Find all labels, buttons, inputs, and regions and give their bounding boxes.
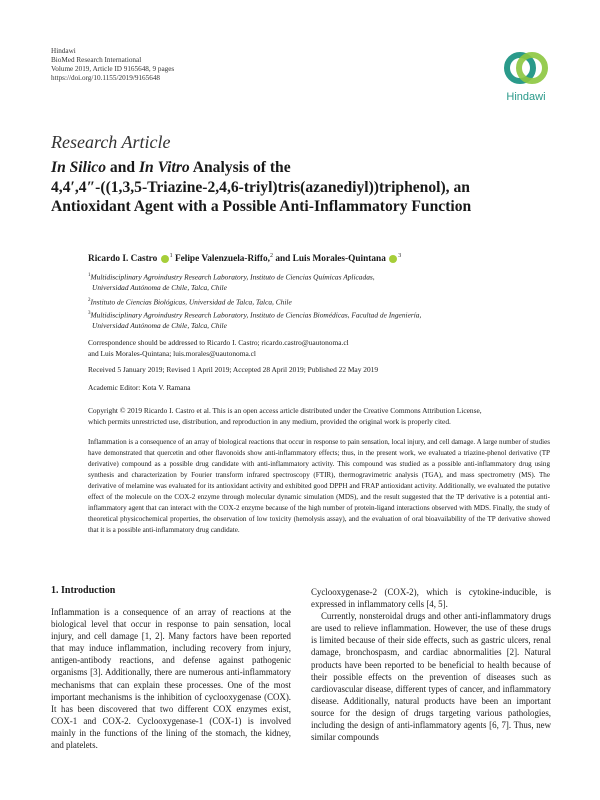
academic-editor: Academic Editor: Kota V. Ramana <box>88 383 191 392</box>
title-line-3: Antioxidant Agent with a Possible Anti-Inflammatory Function <box>51 198 472 215</box>
author-2[interactable]: Felipe Valenzuela-Riffo, <box>174 254 270 265</box>
affiliation-1: $^1$Multidisciplinary Agroindustry Research Laboratory, Instituto de Ciencias Químicas Aplicadas, Universidad Autónoma de Chile, Talca, Chile <box>88 272 375 293</box>
title-line-1: In Silico and In Vitro Analysis of the <box>51 159 291 176</box>
body-column-right <box>311 586 551 743</box>
affiliation-2: $^2$Instituto de Ciencias Biológicas, Universidad de Talca, Talca, Chile <box>88 297 292 307</box>
abstract: Inflammation is a consequence of an array of biological reactions that occur in response to pain sensation, local injury, and cell damage. A large number of studies have demonstrated that quercetin and other flavonoids show anti-inflammatory effects; thus, in the present work, we evaluated a triazine-phenol derivative (TP derivative) compound as a possible drug candidate with anti-inflammatory activity. This compound was studied as a possible anti-inflammatory drug using synthesis and characterization by Fourier transform infrared spectroscopy (FTIR), thermogravimetric analysis (TGA), and mass spectrometry (MS). The derivative of melamine was evaluated for its antioxidant activity and exhibited good DPPH and FRAP antioxidant activity. Additionally, we evaluated the putative effect of the molecule on the COX-2 enzyme through molecular dynamic simulation (MDS), and the result suggested that the TP derivative is a potential anti-inflammatory agent that can interact with the COX-2 enzyme because of the high number of protein-ligand interactions observed with MDS. Finally, the study of theoretical physicochemical properties, the observation of low toxicity (hemolysis assay), and the evaluation of oral bioavailability of the TP derivative showed that it is a possible anti-inflammatory drug candidate. <box>88 438 550 534</box>
paragraph: Cyclooxygenase-2 (COX-2), which is cytokine-inducible, is expressed in inflammatory cells [4, 5]. <box>311 587 551 610</box>
paragraph: Currently, nonsteroidal drugs and other anti-inflammatory drugs are used to relieve inflammation. However, the use of these drugs is limited because of their side effects, such as gastric ulcers, renal damage, bronchospasm, and cardiac abnormalities [2]. Natural products have been reported to be beneficial to health because of their possible effects on the prevention of diseases such as cardiovascular disease, different types of cancer, and inflammatory disease. Additionally, natural products have been an important source for the design of drugs targeting various pathologies, including the design of anti-inflammatory agents [6, 7]. Thus, new similar compounds <box>311 611 551 743</box>
correspondence: Correspondence should be addressed to Ricardo I. Castro; ricardo.castro@uautonoma.cl and Luis Morales-Quintana; luis.morales@uautonoma.cl <box>88 338 349 358</box>
author-3[interactable]: and Luis Morales-Quintana <box>275 254 386 265</box>
orcid-icon[interactable] <box>161 255 169 263</box>
author-list: Ricardo I. Castro $^1$ Felipe Valenzuela-Riffo,$^2$ and Luis Morales-Quintana $^3$ <box>88 253 402 265</box>
orcid-icon[interactable] <box>389 255 397 263</box>
paragraph: Inflammation is a consequence of an array of reactions at the biological level that occur in response to pain sensation, local injury, and cell damage [1, 2]. Many factors have been reported that may induce inflammation, including recovery from injury, antigen-antibody reactions, and defense against pathogenic organisms [3]. Additionally, there are numerous anti-inflammatory mechanisms that can explain these processes. One of the most important mechanisms is the inhibition of cyclooxygenase (COX). It has been discovered that two different COX enzymes exist, COX-1 and COX-2. Cyclooxygenase-1 (COX-1) is involved mainly in the functions of the lining of the stomach, the kidney, and platelets. <box>51 607 291 751</box>
hindawi-logo-text: Hindawi <box>506 91 546 103</box>
copyright: Copyright © 2019 Ricardo I. Castro et al. This is an open access article distributed under the Creative Commons Attribution License, which permits unrestricted use, distribution, and reproduction in any medium, provided the original work is properly cited. <box>88 406 482 426</box>
journal-header <box>51 47 174 83</box>
body-column-left <box>51 606 291 751</box>
publisher-name: Hindawi <box>51 47 76 55</box>
affiliation-3: $^3$Multidisciplinary Agroindustry Research Laboratory, Instituto de Ciencias Biomédicas, Facultad de Ingeniería, Universidad Autónoma de Chile, Talca, Chile <box>88 310 422 331</box>
volume-info: Volume 2019, Article ID 9165648, 9 pages <box>51 65 175 73</box>
author-1[interactable]: Ricardo I. Castro <box>88 254 158 265</box>
article-type: Research Article <box>51 132 171 152</box>
section-title: 1. Introduction <box>51 585 116 596</box>
paper-title <box>51 158 561 217</box>
title-line-2: 4,4′,4″-((1,3,5-Triazine-2,4,6-triyl)tris(azanediyl))triphenol), an <box>51 178 470 196</box>
dates: Received 5 January 2019; Revised 1 April 2019; Accepted 28 April 2019; Published 22 May 2019 <box>88 365 379 374</box>
journal-name: BioMed Research International <box>51 56 142 64</box>
doi-link[interactable]: https://doi.org/10.1155/2019/9165648 <box>51 74 161 82</box>
